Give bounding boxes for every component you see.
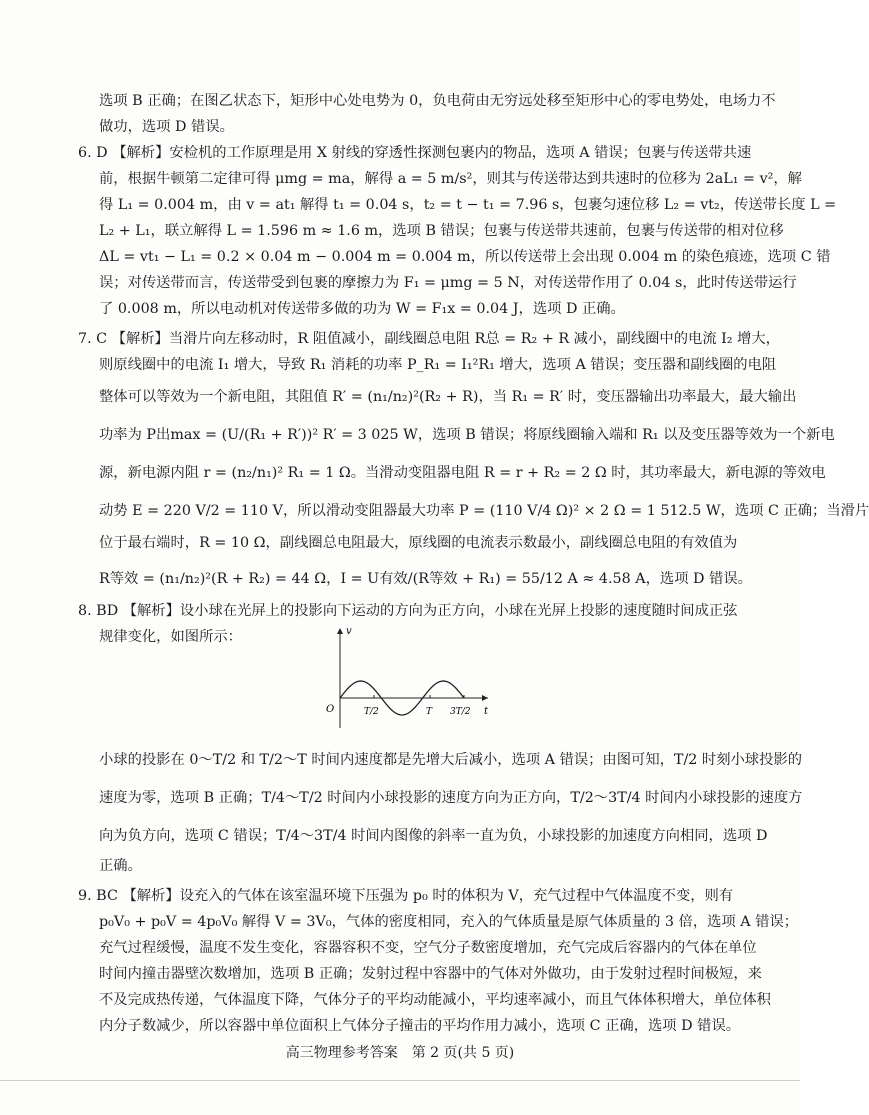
t-axis-label: t (484, 706, 489, 717)
t-axis-arrow (482, 695, 488, 701)
text-line: L₂ + L₁，联立解得 L = 1.596 m ≈ 1.6 m，选项 B 错误；包裹与传送带共速前，包裹与传送带的相对位移 (99, 223, 784, 239)
text-line: 误；对传送带而言，传送带受到包裹的摩擦力为 F₁ = μmg = 5 N，对传送带作用了 0.04 s，此时传送带运行 (99, 275, 797, 291)
text-line: 源，新电源内阻 r = (n₂/n₁)² R₁ = 1 Ω。当滑动变阻器电阻 R = r + R₂ = 2 Ω 时，其功率最大，新电源的等效电 (99, 465, 826, 481)
text-line: 动势 E = 220 V/2 = 110 V，所以滑动变阻器最大功率 P = (110 V/4 Ω)² × 2 Ω = 1 512.5 W，选项 C 正确；当滑片 (99, 503, 869, 519)
text-line: 充气过程缓慢，温度不发生变化，容器容积不变，空气分子数密度增加，充气完成后容器内的气体在单位 (99, 940, 757, 956)
text-block-bottom (78, 747, 803, 1039)
question-7-start: 7. C 【解析】当滑片向左移动时，R 阻值减小，副线圈总电阻 R总 = R₂ + R 减小，副线圈中的电流 I₂ 增大， (78, 331, 780, 347)
text-line: 速度为零，选项 B 正确；T/4～T/2 时间内小球投影的速度方向为正方向，T/2～3T/4 时间内小球投影的速度方 (99, 790, 803, 806)
text-block-top (78, 88, 869, 650)
text-line: 位于最右端时，R = 10 Ω，副线圈总电阻最大，原线圈的电流表示数最小，副线圈总电阻的有效值为 (99, 535, 738, 551)
text-line: 正确。 (99, 858, 142, 874)
tick-T-label: T (426, 707, 433, 717)
text-line: 得 L₁ = 0.004 m，由 v = at₁ 解得 t₁ = 0.04 s，t₂ = t − t₁ = 7.96 s，包裹匀速位移 L₂ = vt₂，传送带长度 L = (99, 197, 837, 213)
sine-velocity-graph (318, 624, 494, 730)
text-line: 做功，选项 D 错误。 (99, 119, 234, 135)
text-line: 选项 B 正确；在图乙状态下，矩形中心处电势为 0，负电荷由无穷远处移至矩形中心的零电势处，电场力不 (99, 93, 776, 109)
text-line: 时间内撞击器壁次数增加，选项 B 正确；发射过程中容器中的气体对外做功，由于发射过程时间极短，来 (99, 966, 762, 982)
question-9-start: 9. BC 【解析】设充入的气体在该室温环境下压强为 p₀ 时的体积为 V，充气过程中气体温度不变，则有 (78, 888, 734, 904)
text-line: R等效 = (n₁/n₂)²(R + R₂) = 44 Ω，I = U有效/(R等效 + R₁) = 55/12 A ≈ 4.58 A，选项 D 错误。 (99, 571, 752, 587)
text-line: 则原线圈中的电流 I₁ 增大，导致 R₁ 消耗的功率 P_R₁ = I₁²R₁ 增大，选项 A 错误；变压器和副线圈的电阻 (99, 357, 777, 373)
text-line: 不及完成热传递，气体温度下降，气体分子的平均动能减小，平均速率减小，而且气体体积增大，单位体积 (99, 992, 771, 1008)
tick-half-label: T/2 (364, 707, 379, 717)
text-line: 规律变化，如图所示： (99, 629, 242, 645)
text-line: ΔL = vt₁ − L₁ = 0.2 × 0.04 m − 0.004 m = 0.004 m，所以传送带上会出现 0.004 m 的染色痕迹，选项 C 错 (99, 249, 831, 265)
text-line: 向为负方向，选项 C 错误；T/4～3T/4 时间内图像的斜率一直为负，小球投影的加速度方向相同，选项 D (99, 828, 768, 844)
question-6-start: 6. D 【解析】安检机的工作原理是用 X 射线的穿透性探测包裹内的物品，选项 A 错误；包裹与传送带共速 (78, 145, 752, 161)
text-line: 内分子数减少，所以容器中单位面积上气体分子撞击的平均作用力减小，选项 C 正确，选项 D 错误。 (99, 1018, 741, 1034)
text-line: 了 0.008 m，所以电动机对传送带多做的功为 W = F₁x = 0.04 J，选项 D 正确。 (99, 301, 625, 317)
text-line: 前，根据牛顿第二定律可得 μmg = ma，解得 a = 5 m/s²，则其与传送带达到共速时的位移为 2aL₁ = v²，解 (99, 171, 802, 187)
text-line: 功率为 P出max = (U/(R₁ + R′))² R′ = 3 025 W，选项 B 错误；将原线圈输入端和 R₁ 以及变压器等效为一个新电 (99, 427, 835, 443)
origin-label: O (326, 704, 335, 715)
question-8-start: 8. BD 【解析】设小球在光屏上的投影向下运动的方向为正方向，小球在光屏上投影的速度随时间成正弦 (78, 603, 738, 619)
text-line: 小球的投影在 0～T/2 和 T/2～T 时间内速度都是先增大后减小，选项 A 错误；由图可知，T/2 时刻小球投影的 (99, 752, 802, 768)
page-footer: 高三物理参考答案 第 2 页(共 5 页) (285, 1045, 515, 1061)
v-axis-label: v (346, 626, 352, 637)
v-axis-arrow (337, 628, 343, 634)
bottom-rule (0, 1080, 800, 1081)
text-line: 整体可以等效为一个新电阻，其阻值 R′ = (n₁/n₂)²(R₂ + R)，当 R₁ = R′ 时，变压器输出功率最大，最大输出 (99, 389, 797, 405)
tick-3half-label: 3T/2 (450, 707, 471, 717)
text-line: p₀V₀ + p₀V = 4p₀V₀ 解得 V = 3V₀，气体的密度相同，充入的气体质量是原气体质量的 3 倍，选项 A 错误； (99, 914, 799, 930)
